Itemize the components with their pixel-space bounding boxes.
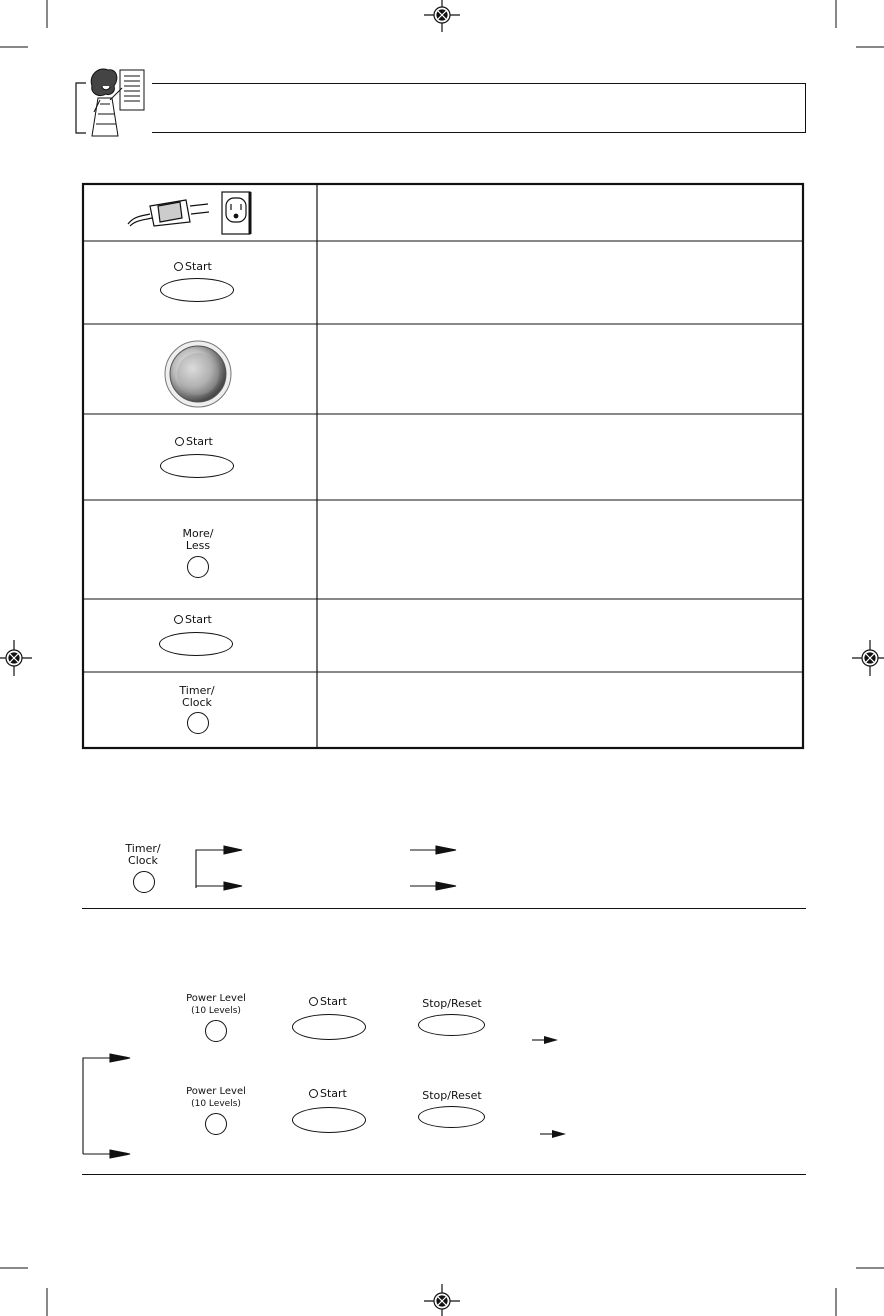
clock-flow-arrows	[190, 842, 470, 892]
start-label-text: Start	[185, 260, 212, 273]
start-button[interactable]	[292, 1107, 366, 1133]
start-indicator-label	[174, 260, 212, 273]
registration-target-left	[0, 640, 32, 676]
section-divider	[82, 1174, 806, 1175]
woman-reading-manual-icon	[86, 64, 158, 140]
section-divider	[82, 908, 806, 909]
indicator-light-icon	[175, 437, 184, 446]
stop-reset-button[interactable]	[418, 1014, 485, 1036]
power-level-button[interactable]	[205, 1020, 227, 1042]
start-indicator-label	[175, 435, 213, 448]
indicator-light-icon	[174, 615, 183, 624]
start-button[interactable]	[292, 1014, 366, 1040]
more-less-label: More/ Less	[182, 527, 214, 552]
start-label-text: Start	[185, 613, 212, 626]
start-indicator-label	[309, 995, 347, 1008]
dial-knob-icon[interactable]	[164, 340, 232, 408]
more-less-button[interactable]	[187, 556, 209, 578]
start-label-text: Start	[186, 435, 213, 448]
start-label-text: Start	[320, 1087, 347, 1100]
header-banner	[152, 83, 806, 133]
start-button[interactable]	[159, 632, 233, 656]
timer-clock-label: Timer/ Clock	[125, 842, 161, 867]
power-level-range-label: (10 Levels)	[191, 1099, 241, 1109]
start-button[interactable]	[160, 454, 234, 478]
timer-clock-label: Timer/ Clock	[179, 684, 215, 709]
registration-target-top	[424, 0, 460, 34]
indicator-light-icon	[309, 997, 318, 1006]
timer-clock-button[interactable]	[133, 871, 155, 893]
power-level-button[interactable]	[205, 1113, 227, 1135]
arrow-right-icon	[538, 1128, 568, 1140]
stop-reset-label: Stop/Reset	[422, 1089, 482, 1102]
registration-target-right	[852, 640, 884, 676]
stop-reset-label: Stop/Reset	[422, 997, 482, 1010]
power-level-range-label: (10 Levels)	[191, 1006, 241, 1016]
start-button[interactable]	[160, 278, 234, 302]
power-level-label: Power Level	[186, 993, 246, 1004]
start-label-text: Start	[320, 995, 347, 1008]
power-level-label: Power Level	[186, 1086, 246, 1097]
start-indicator-label	[174, 613, 212, 626]
arrow-right-icon	[530, 1034, 560, 1046]
stop-reset-button[interactable]	[418, 1106, 485, 1128]
power-flow-bracket-arrows	[78, 1050, 138, 1162]
start-indicator-label	[309, 1087, 347, 1100]
power-plug-icon	[128, 192, 212, 232]
timer-clock-button[interactable]	[187, 712, 209, 734]
indicator-light-icon	[174, 262, 183, 271]
registration-target-bottom	[424, 1284, 460, 1316]
wall-outlet-icon	[220, 190, 254, 236]
indicator-light-icon	[309, 1089, 318, 1098]
